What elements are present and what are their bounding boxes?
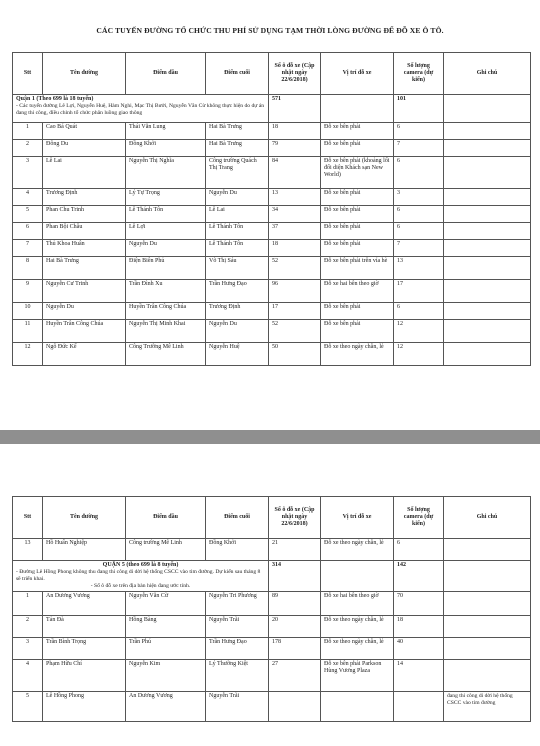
row-slots: 20	[269, 616, 321, 638]
row-street: Nguyễn Du	[43, 303, 126, 320]
row-slots: 17	[269, 303, 321, 320]
header-slots: Số ô đỗ xe (Cập nhật ngày 22/6/2018)	[269, 53, 321, 95]
row-end: Lý Thường Kiệt	[206, 660, 269, 692]
row-position: Đỗ xe bên phải (khoảng lối đối diện Khách sạn New World)	[321, 157, 394, 189]
district-cell	[13, 95, 269, 123]
district-cell	[13, 561, 269, 592]
table-row	[13, 638, 531, 660]
table-row	[13, 157, 531, 189]
row-end: Trần Hưng Đạo	[206, 638, 269, 660]
row-street: Phan Bội Châu	[43, 223, 126, 240]
row-end: Đồng Khởi	[206, 539, 269, 561]
row-start: Công Trường Mê Linh	[126, 343, 206, 366]
row-stt: 5	[13, 692, 43, 722]
row-end: Lê Lai	[206, 206, 269, 223]
header-note: Ghi chú	[444, 497, 531, 539]
row-position: Đỗ xe theo ngày chẵn, lẻ	[321, 638, 394, 660]
row-note	[444, 592, 531, 616]
row-note	[444, 616, 531, 638]
table-row	[13, 140, 531, 157]
row-note	[444, 157, 531, 189]
row-street: Ngô Đức Kế	[43, 343, 126, 366]
row-start: Đồng Khởi	[126, 140, 206, 157]
row-position: Đỗ xe bên phải	[321, 320, 394, 343]
district-note: - Các tuyến đường Lê Lợi, Nguyễn Huệ, Hàm Nghi, Mạc Thị Bưởi, Nguyễn Văn Cừ không thực hiện do dự án đang thi công, điều chỉnh tổ chức phân luồng giao thông	[16, 103, 265, 116]
row-start: Nguyễn Thị Minh Khai	[126, 320, 206, 343]
table-row	[13, 539, 531, 561]
row-slots: 18	[269, 240, 321, 257]
row-stt: 1	[13, 123, 43, 140]
row-start: Nguyễn Kim	[126, 660, 206, 692]
row-end: Hai Bà Trưng	[206, 123, 269, 140]
row-slots: 34	[269, 206, 321, 223]
row-street: Hai Bà Trưng	[43, 257, 126, 280]
row-street: Phan Chu Trinh	[43, 206, 126, 223]
row-start: Hồng Bàng	[126, 616, 206, 638]
row-slots: 96	[269, 280, 321, 303]
table-row	[13, 206, 531, 223]
page-separator	[0, 430, 540, 444]
row-end: Công trường Quách Thị Trang	[206, 157, 269, 189]
district-row	[13, 561, 531, 592]
district-title: Quận 1 (Theo 699 là 18 tuyến)	[16, 96, 94, 102]
row-position: Đỗ xe bên phải	[321, 240, 394, 257]
row-cameras: 6	[394, 539, 444, 561]
row-cameras: 7	[394, 240, 444, 257]
district-cameras: 101	[394, 95, 444, 123]
table-row	[13, 692, 531, 722]
row-slots: 84	[269, 157, 321, 189]
row-cameras: 40	[394, 638, 444, 660]
row-position: Đỗ xe bên phải Parkson Hùng Vương Plaza	[321, 660, 394, 692]
row-cameras: 13	[394, 257, 444, 280]
row-stt: 12	[13, 343, 43, 366]
district-note-col	[444, 561, 531, 592]
header-start: Điểm đầu	[126, 53, 206, 95]
district-note-1: - Đường Lê Hồng Phong không thu đang thi công di dời hệ thống CSCC vào tim đường. Dự kiến sau tháng 8 sẽ triển khai.	[16, 569, 261, 582]
row-start: Điện Biên Phủ	[126, 257, 206, 280]
row-stt: 3	[13, 638, 43, 660]
row-note	[444, 320, 531, 343]
row-street: Trần Bình Trọng	[43, 638, 126, 660]
row-street: Đông Du	[43, 140, 126, 157]
row-note	[444, 206, 531, 223]
document-page-2	[0, 496, 540, 746]
row-street: Hồ Huấn Nghiệp	[43, 539, 126, 561]
row-stt: 5	[13, 206, 43, 223]
row-stt: 6	[13, 223, 43, 240]
row-position: Đỗ xe bên phải	[321, 206, 394, 223]
row-street: Lê Hồng Phong	[43, 692, 126, 722]
row-note	[444, 303, 531, 320]
row-stt: 11	[13, 320, 43, 343]
row-stt: 13	[13, 539, 43, 561]
table-row	[13, 303, 531, 320]
row-street: Huyền Trân Công Chúa	[43, 320, 126, 343]
row-note	[444, 240, 531, 257]
row-slots: 178	[269, 638, 321, 660]
row-stt: 7	[13, 240, 43, 257]
row-cameras: 14	[394, 660, 444, 692]
row-street: Nguyễn Cư Trinh	[43, 280, 126, 303]
row-note: đang thi công di dời hệ thống CSCC vào tim đường	[444, 692, 531, 722]
row-slots: 52	[269, 320, 321, 343]
table-header-row	[13, 497, 531, 539]
row-cameras: 12	[394, 343, 444, 366]
row-position: Đỗ xe hai bên theo giờ	[321, 592, 394, 616]
row-note	[444, 140, 531, 157]
table-row	[13, 123, 531, 140]
row-position: Đỗ xe bên phải	[321, 123, 394, 140]
district-slots: 314	[269, 561, 321, 592]
page-gap	[0, 444, 540, 496]
row-start: Trần Đình Xu	[126, 280, 206, 303]
row-cameras: 6	[394, 223, 444, 240]
table-row	[13, 343, 531, 366]
row-note	[444, 343, 531, 366]
district-title: QUẬN 5 (theo 699 là 8 tuyến)	[102, 562, 179, 568]
header-stt: Stt	[13, 497, 43, 539]
district-row	[13, 95, 531, 123]
table-row	[13, 189, 531, 206]
row-slots: 18	[269, 123, 321, 140]
row-position: Đỗ xe bên phải	[321, 303, 394, 320]
row-note	[444, 638, 531, 660]
table-row	[13, 280, 531, 303]
header-cameras: Số lượng camera (dự kiến)	[394, 497, 444, 539]
row-start: Lý Tự Trọng	[126, 189, 206, 206]
row-start: Lê Thánh Tôn	[126, 206, 206, 223]
header-stt: Stt	[13, 53, 43, 95]
row-stt: 2	[13, 140, 43, 157]
table-row	[13, 240, 531, 257]
row-position: Đỗ xe hai bên theo giờ	[321, 280, 394, 303]
district-position	[321, 561, 394, 592]
row-start: Lê Lợi	[126, 223, 206, 240]
row-stt: 4	[13, 189, 43, 206]
row-stt: 10	[13, 303, 43, 320]
row-end: Nguyễn Tri Phương	[206, 592, 269, 616]
row-cameras: 7	[394, 140, 444, 157]
row-street: Tản Đà	[43, 616, 126, 638]
row-cameras: 6	[394, 206, 444, 223]
row-start: Nguyễn Thị Nghĩa	[126, 157, 206, 189]
page2-rows	[13, 592, 531, 722]
row-stt: 4	[13, 660, 43, 692]
row-end: Võ Thị Sáu	[206, 257, 269, 280]
row-slots: 50	[269, 343, 321, 366]
row-stt: 9	[13, 280, 43, 303]
header-end: Điểm cuối	[206, 53, 269, 95]
row-stt: 3	[13, 157, 43, 189]
table-row	[13, 616, 531, 638]
row-note	[444, 123, 531, 140]
header-position: Vị trí đỗ xe	[321, 53, 394, 95]
row-start: An Dương Vương	[126, 692, 206, 722]
row-note	[444, 539, 531, 561]
parking-routes-table-1	[12, 52, 531, 366]
table-header-row	[13, 53, 531, 95]
district-slots: 571	[269, 95, 321, 123]
row-cameras: 17	[394, 280, 444, 303]
row-slots	[269, 692, 321, 722]
row-slots: 21	[269, 539, 321, 561]
row-street: Lê Lai	[43, 157, 126, 189]
row-end: Nguyễn Du	[206, 320, 269, 343]
row-end: Hai Bà Trưng	[206, 140, 269, 157]
row-start: Nguyễn Văn Cừ	[126, 592, 206, 616]
row-cameras: 12	[394, 320, 444, 343]
header-start: Điểm đầu	[126, 497, 206, 539]
row-cameras: 6	[394, 123, 444, 140]
row-slots: 27	[269, 660, 321, 692]
row-slots: 89	[269, 592, 321, 616]
row-slots: 13	[269, 189, 321, 206]
row-end: Nguyễn Du	[206, 189, 269, 206]
row-cameras: 6	[394, 303, 444, 320]
row-end: Lê Thánh Tôn	[206, 240, 269, 257]
district-note-col	[444, 95, 531, 123]
row-position: Đỗ xe theo ngày chẵn, lẻ	[321, 539, 394, 561]
table-row	[13, 257, 531, 280]
row-street: Trương Định	[43, 189, 126, 206]
row-position: Đỗ xe theo ngày chẵn, lẻ	[321, 616, 394, 638]
table-row	[13, 660, 531, 692]
row-street: Cao Bá Quát	[43, 123, 126, 140]
row-note	[444, 223, 531, 240]
row-end: Lê Thánh Tôn	[206, 223, 269, 240]
district-note-2: - Số ô đỗ xe trên địa bàn hiện đang ước tính.	[90, 583, 191, 589]
row-cameras: 3	[394, 189, 444, 206]
row-street: Phạm Hữu Chí	[43, 660, 126, 692]
header-street: Tên đường	[43, 497, 126, 539]
row-start: Huyền Trân Công Chúa	[126, 303, 206, 320]
row-start: Thái Văn Lung	[126, 123, 206, 140]
row-cameras: 70	[394, 592, 444, 616]
row-note	[444, 189, 531, 206]
row-end: Trương Định	[206, 303, 269, 320]
row-start: Công trường Mê Linh	[126, 539, 206, 561]
row-end: Nguyễn Trãi	[206, 616, 269, 638]
row-street: Thủ Khoa Huân	[43, 240, 126, 257]
row-end: Nguyễn Trãi	[206, 692, 269, 722]
table-row	[13, 592, 531, 616]
row-position: Đỗ xe bên phải	[321, 189, 394, 206]
row-position: Đỗ xe bên phải	[321, 223, 394, 240]
row-start: Nguyễn Du	[126, 240, 206, 257]
district-cameras: 142	[394, 561, 444, 592]
row-slots: 52	[269, 257, 321, 280]
row-cameras	[394, 692, 444, 722]
header-note: Ghi chú	[444, 53, 531, 95]
row-stt: 1	[13, 592, 43, 616]
header-street: Tên đường	[43, 53, 126, 95]
row-position: Đỗ xe theo ngày chẵn, lẻ	[321, 343, 394, 366]
row-position: Đỗ xe bên phải	[321, 140, 394, 157]
row-note	[444, 280, 531, 303]
row-end: Trần Hưng Đạo	[206, 280, 269, 303]
district-position	[321, 95, 394, 123]
row-note	[444, 257, 531, 280]
header-slots: Số ô đỗ xe (Cập nhật ngày 22/6/2018)	[269, 497, 321, 539]
header-end: Điểm cuối	[206, 497, 269, 539]
row-end: Nguyễn Huệ	[206, 343, 269, 366]
row-start: Trần Phú	[126, 638, 206, 660]
row-position: Đỗ xe bên phải trên vỉa hè	[321, 257, 394, 280]
header-position: Vị trí đỗ xe	[321, 497, 394, 539]
page1-rows	[13, 123, 531, 366]
row-stt: 8	[13, 257, 43, 280]
table-row	[13, 320, 531, 343]
table-row	[13, 223, 531, 240]
header-cameras: Số lượng camera (dự kiến)	[394, 53, 444, 95]
row-note	[444, 660, 531, 692]
row-slots: 37	[269, 223, 321, 240]
row-cameras: 18	[394, 616, 444, 638]
row-position	[321, 692, 394, 722]
row-street: An Dương Vương	[43, 592, 126, 616]
row-slots: 79	[269, 140, 321, 157]
parking-routes-table-2	[12, 496, 531, 722]
row-stt: 2	[13, 616, 43, 638]
row-cameras: 6	[394, 157, 444, 189]
document-title: CÁC TUYẾN ĐƯỜNG TỔ CHỨC THU PHÍ SỬ DỤNG TẠM THỜI LÒNG ĐƯỜNG ĐỂ ĐỖ XE Ô TÔ.	[96, 26, 444, 35]
